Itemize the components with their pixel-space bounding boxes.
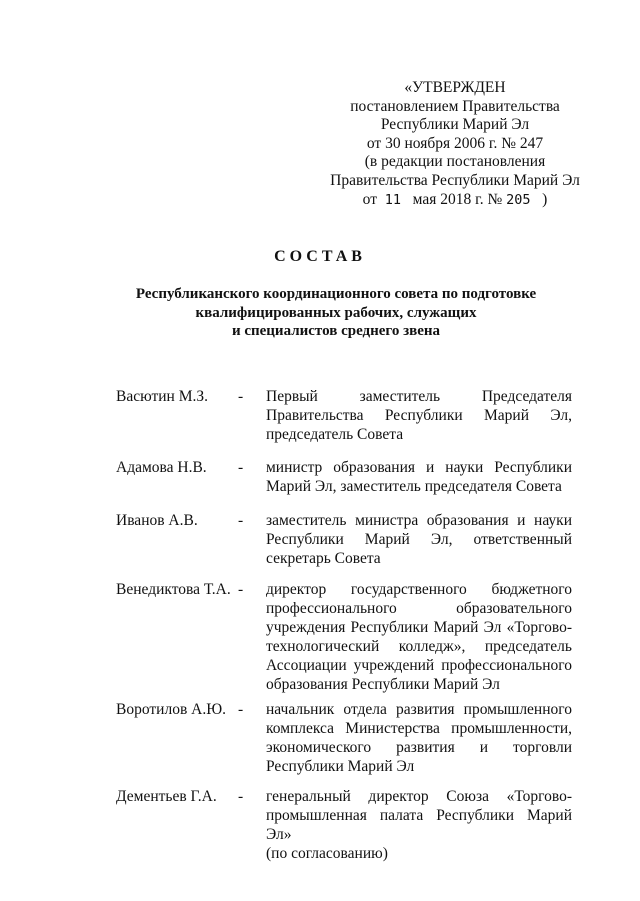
approval-date-prefix: от (362, 190, 377, 208)
member-position-line: промышленная палата Республики Марий Эл» (266, 807, 572, 843)
subtitle-line: квалифицированных рабочих, служащих (195, 304, 477, 321)
member-name: Иванов А.В. (116, 512, 198, 529)
member-position-line: заместитель министра образования и науки (266, 512, 572, 529)
approval-date-suffix: ) (542, 190, 548, 208)
approval-line: Республики Марий Эл (380, 116, 530, 134)
member-name: Адамова Н.В. (116, 459, 207, 476)
member-position-line: начальник отдела развития промышленного (266, 701, 572, 718)
member-position-line: Республики Марий Эл (266, 758, 415, 775)
member-name: Венедиктова Т.А. (116, 581, 231, 598)
member-dash: - (238, 388, 244, 405)
member-position-line: Первый заместитель Председателя (266, 388, 572, 405)
member-dash: - (238, 581, 244, 598)
member-position (266, 700, 572, 776)
member-position-line: министр образования и науки Республики (266, 459, 572, 476)
member-position (266, 511, 572, 568)
member-dash: - (238, 512, 244, 529)
member-position-line: технологический колледж», председатель (266, 638, 572, 655)
member-position (266, 787, 572, 863)
member-position-line: Марий Эл, заместитель председателя Совета (266, 478, 562, 495)
member-dash: - (238, 459, 244, 476)
member-position-line: генеральный директор Союза «Торгово- (266, 788, 572, 805)
member-position (266, 387, 572, 444)
approval-line: от 30 ноября 2006 г. № 247 (366, 134, 544, 152)
approval-line: «УТВЕРЖДЕН (404, 79, 506, 96)
member-name: Васютин М.З. (116, 388, 209, 405)
member-name: Воротилов А.Ю. (116, 701, 227, 718)
member-position-line: комплекса Министерства промышленности, (266, 720, 572, 737)
member-name: Дементьев Г.А. (116, 788, 217, 805)
member-position-line: экономического развития и торговли (266, 739, 572, 756)
member-position-line: профессионального образовательного (266, 600, 572, 617)
approval-date-day: 11 (384, 191, 402, 208)
member-position-line: председатель Совета (266, 426, 404, 443)
member-position-line: директор государственного бюджетного (266, 581, 572, 598)
member-position-line: Правительства Республики Марий Эл, (266, 407, 572, 424)
member-dash: - (238, 701, 244, 718)
member-position-line: учреждения Республики Марий Эл «Торгово- (266, 619, 572, 636)
approval-line: постановлением Правительства (350, 97, 560, 115)
member-position-line: образования Республики Марий Эл (266, 676, 500, 693)
document-title: СОСТАВ (274, 248, 366, 265)
member-dash: - (238, 788, 244, 805)
approval-line: (в редакции постановления (364, 153, 546, 171)
member-position-line: Ассоциации учреждений профессионального (266, 657, 572, 674)
member-position (266, 458, 572, 496)
approval-line: Правительства Республики Марий Эл (330, 171, 580, 189)
subtitle-line: Республиканского координационного совета по подготовке (135, 286, 537, 302)
approval-date-month: мая 2018 г. № (412, 190, 503, 208)
member-position-line: секретарь Совета (266, 550, 381, 567)
member-position-line: (по согласованию) (266, 845, 388, 862)
subtitle-line: и специалистов среднего звена (231, 323, 441, 339)
member-position (266, 580, 572, 694)
approval-number: 205 (506, 191, 531, 208)
member-position-line: Республики Марий Эл, ответственный (266, 531, 572, 548)
